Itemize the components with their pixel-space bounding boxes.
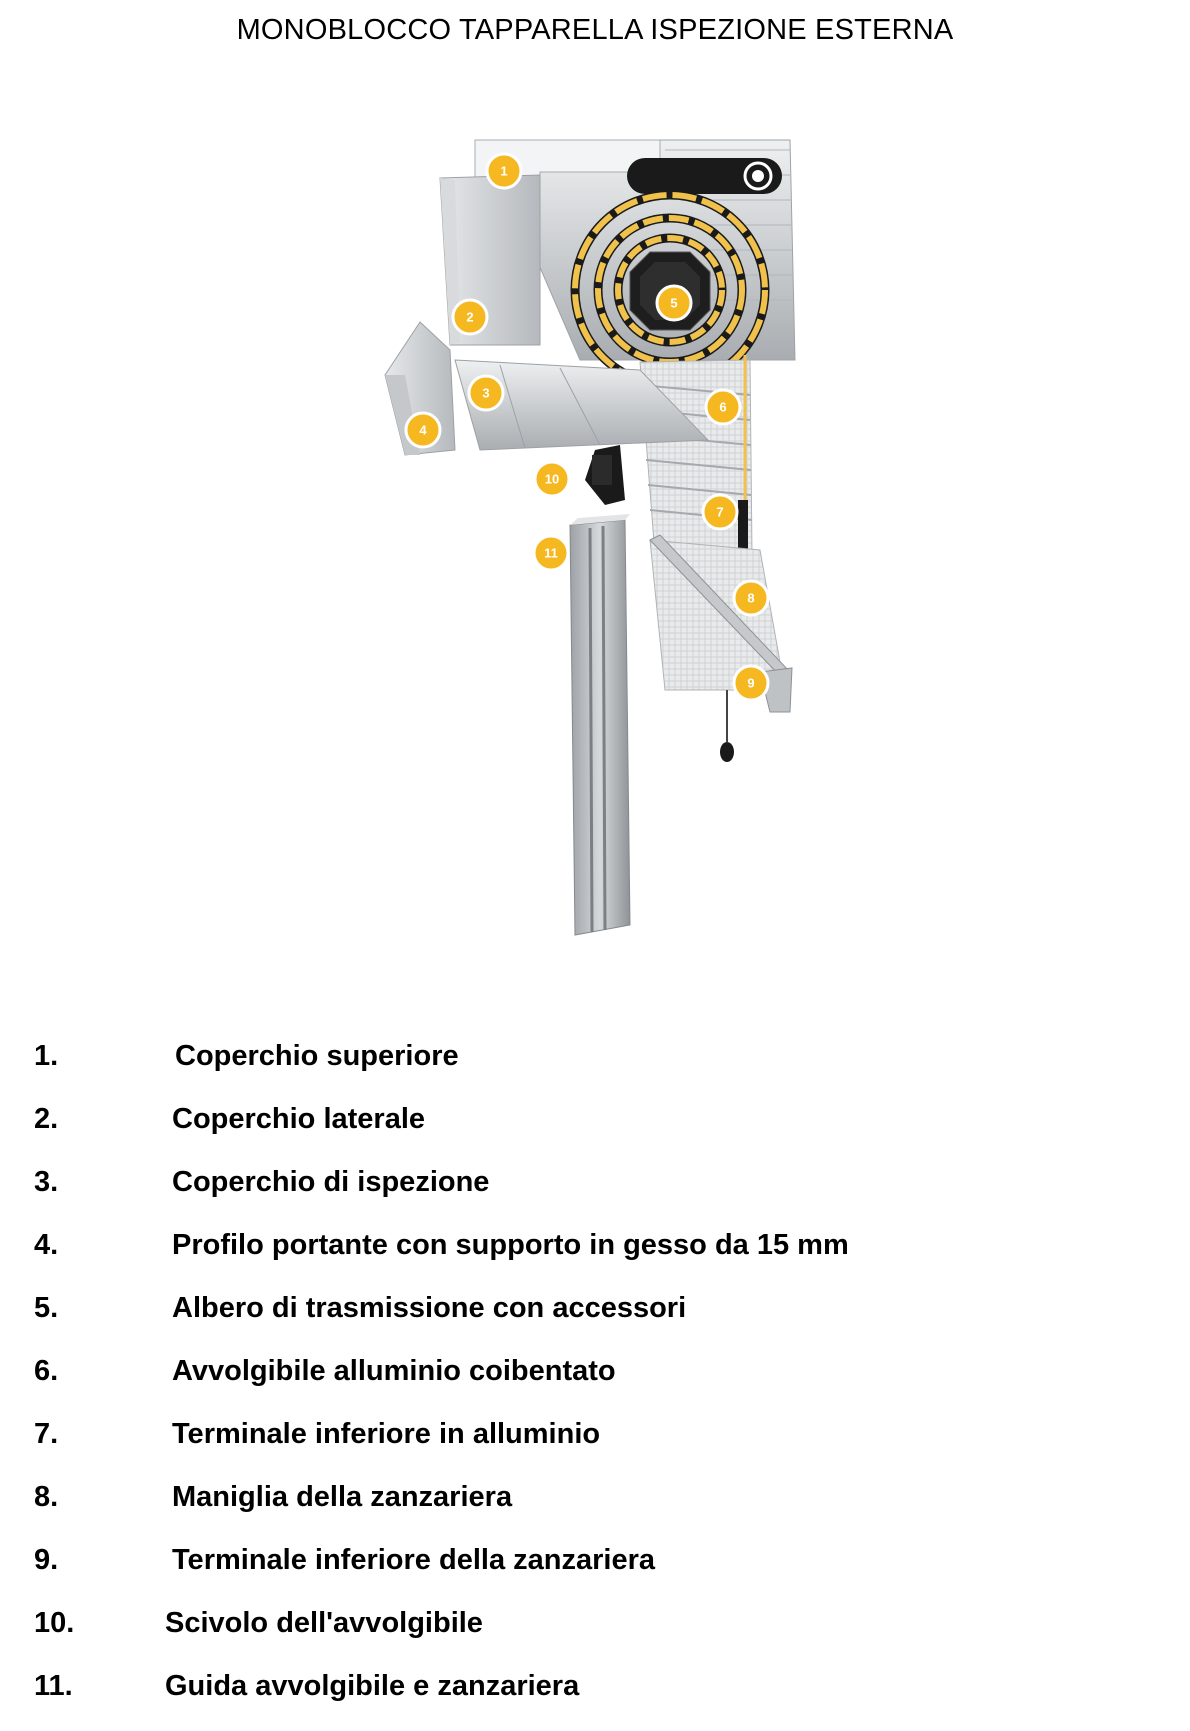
callout-9	[734, 666, 768, 700]
callout-4	[406, 413, 440, 447]
shutter-slide	[585, 445, 625, 505]
svg-text:6: 6	[719, 399, 727, 415]
callout-2	[453, 300, 487, 334]
svg-text:5: 5	[670, 295, 678, 311]
callout-10	[535, 462, 569, 496]
svg-text:10: 10	[544, 471, 560, 487]
callout-11	[534, 536, 568, 570]
svg-text:4: 4	[419, 422, 427, 438]
svg-text:8: 8	[747, 590, 755, 606]
callout-3	[469, 376, 503, 410]
guide-rail	[570, 514, 630, 935]
svg-text:11: 11	[544, 545, 558, 561]
svg-text:9: 9	[747, 675, 755, 691]
svg-text:3: 3	[482, 385, 490, 401]
callout-1	[487, 154, 521, 188]
svg-text:7: 7	[716, 504, 724, 520]
callout-8	[734, 581, 768, 615]
svg-text:2: 2	[466, 309, 474, 325]
callout-5	[657, 286, 691, 320]
page-title: MONOBLOCCO TAPPARELLA ISPEZIONE ESTERNA	[236, 14, 954, 46]
callout-7	[703, 495, 737, 529]
svg-text:1: 1	[500, 163, 508, 179]
callout-6	[706, 390, 740, 424]
